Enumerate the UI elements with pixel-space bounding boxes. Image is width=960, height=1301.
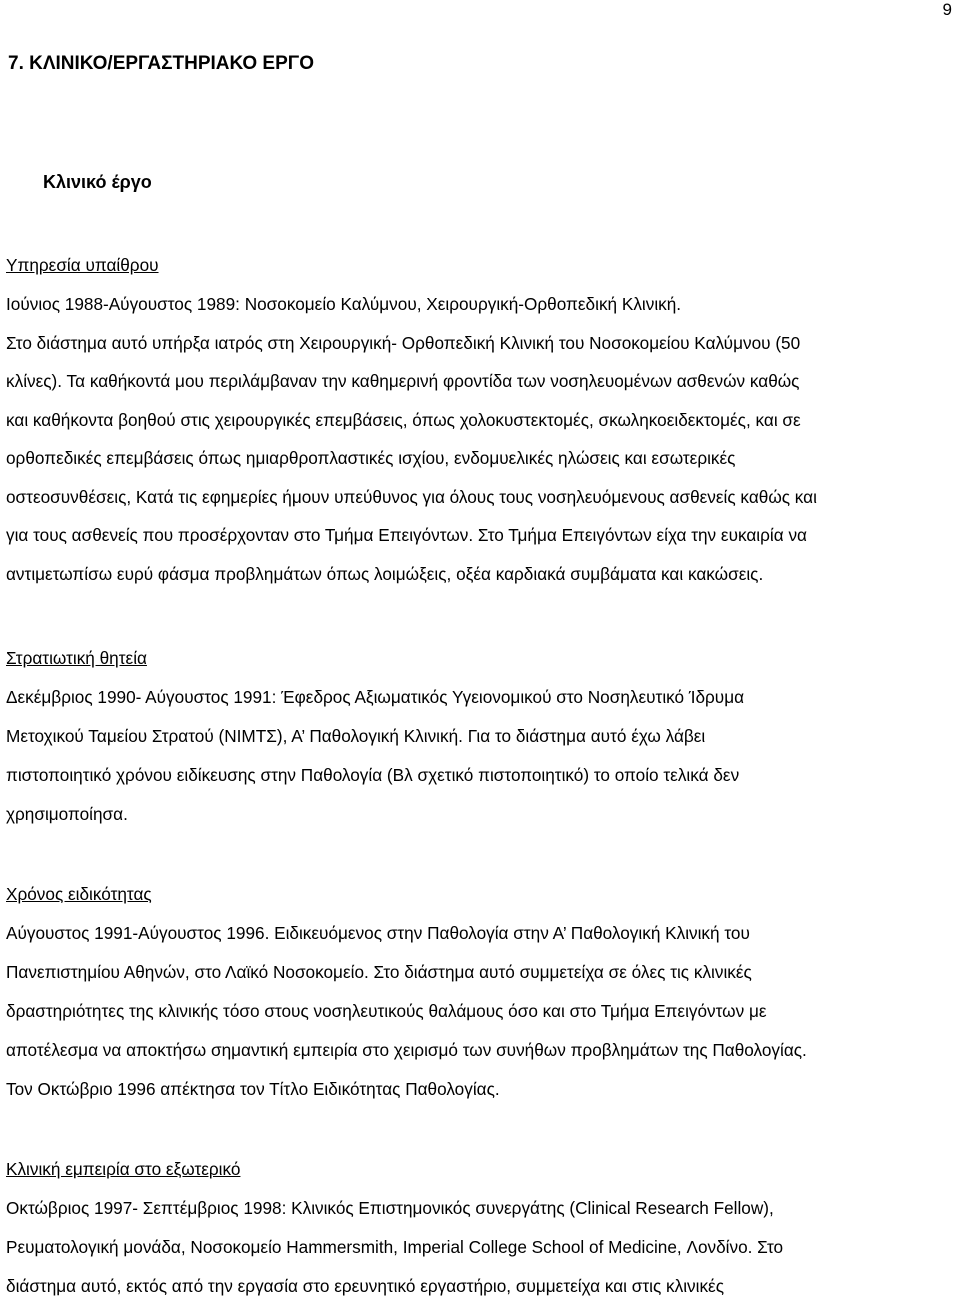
section-heading: Χρόνος ειδικότητας — [6, 884, 152, 904]
paragraph-line: Οκτώβριος 1997- Σεπτέμβριος 1998: Κλινικός Επιστημονικός συνεργάτης (Clinical Research Fellow), — [6, 1198, 774, 1218]
section-rural-service — [6, 246, 958, 593]
paragraph-line: πιστοποιητικό χρόνου ειδίκευσης στην Παθολογία (Βλ σχετικό πιστοποιητικό) το οποίο τελικά δεν — [6, 765, 740, 785]
paragraph-line: κλίνες). Τα καθήκοντά μου περιλάμβαναν την καθημερινή φροντίδα των νοσηλευομένων ασθενών καθώς — [6, 371, 800, 391]
paragraph-line: οστεοσυνθέσεις, Κατά τις εφημερίες ήμουν υπεύθυνος για όλους τους νοσηλευόμενους ασθενείς καθώς και — [6, 486, 817, 507]
paragraph-line: Αύγουστος 1991-Αύγουστος 1996. Ειδικευόμενος στην Παθολογία στην Α’ Παθολογική Κλινική του — [6, 923, 750, 943]
paragraph-line: για τους ασθενείς που προσέρχονταν στο Τμήμα Επειγόντων. Στο Τμήμα Επειγόντων είχα την ευκαιρία να — [6, 525, 807, 545]
page-number: 9 — [942, 0, 952, 19]
paragraph-line: αντιμετωπίσω ευρύ φάσμα προβλημάτων όπως λοιμώξεις, οξέα καρδιακά συμβάματα και κακώσεις. — [6, 563, 764, 584]
paragraph-line: Μετοχικού Ταμείου Στρατού (ΝΙΜΤΣ), Α’ Παθολογική Κλινική. Για το διάστημα αυτό έχω λάβει — [6, 726, 706, 746]
paragraph-line: δραστηριότητες της κλινικής τόσο στους νοσηλευτικούς θαλάμους όσο και στο Τμήμα Επειγόντων με — [6, 1001, 767, 1021]
section-heading: Στρατιωτική θητεία — [6, 648, 147, 668]
paragraph-line: Πανεπιστημίου Αθηνών, στο Λαϊκό Νοσοκομείο. Στο διάστημα αυτό συμμετείχα σε όλες τις κλινικές — [6, 962, 752, 982]
section-heading: Υπηρεσία υπαίθρου — [6, 255, 159, 275]
paragraph-line: Ιούνιος 1988-Αύγουστος 1989: Νοσοκομείο Καλύμνου, Χειρουργική-Ορθοπεδική Κλινική. — [6, 294, 682, 314]
section-clinical-experience-abroad — [6, 1150, 958, 1301]
paragraph-line: Δεκέμβριος 1990- Αύγουστος 1991: Έφεδρος Αξιωματικός Υγειονομικού στο Νοσηλευτικό Ίδρυμα — [6, 687, 745, 707]
section-title: 7. ΚΛΙΝΙΚΟ/ΕΡΓΑΣΤΗΡΙΑΚΟ ΕΡΓΟ — [8, 53, 314, 74]
paragraph-line: και καθήκοντα βοηθού στις χειρουργικές επεμβάσεις, όπως χολοκυστεκτομές, σκωληκοειδεκτομές, και σε — [6, 409, 801, 430]
section-heading: Κλινική εμπειρία στο εξωτερικό — [6, 1159, 241, 1179]
paragraph-line: διάστημα αυτό, εκτός από την εργασία στο ερευνητικό εργαστήριο, συμμετείχα και στις κλινικές — [6, 1276, 725, 1296]
section-residency — [6, 875, 958, 1109]
paragraph-line: Στο διάστημα αυτό υπήρξα ιατρός στη Χειρουργική- Ορθοπεδική Κλινική του Νοσοκομείου Καλύμνου (50 — [6, 332, 801, 353]
paragraph-line: αποτέλεσμα να αποκτήσω σημαντική εμπειρία στο χειρισμό των συνήθων προβλημάτων της Παθολογίας. — [6, 1040, 807, 1060]
paragraph-line: Ρευματολογική μονάδα, Νοσοκομείο Hammersmith, Imperial College School of Medicine, Λονδίνο. Στο — [6, 1237, 784, 1257]
paragraph-line: ορθοπεδικές επεμβάσεις όπως ημιαρθροπλαστικές ισχίου, ενδομυελικές ηλώσεις και εσωτερικές — [6, 448, 736, 468]
paragraph-line: χρησιμοποίησα. — [6, 804, 128, 824]
paragraph-line: Τον Οκτώβριο 1996 απέκτησα τον Τίτλο Ειδικότητας Παθολογίας. — [6, 1079, 500, 1099]
section-military-service — [6, 639, 958, 834]
section-subtitle: Κλινικό έργο — [43, 172, 152, 192]
